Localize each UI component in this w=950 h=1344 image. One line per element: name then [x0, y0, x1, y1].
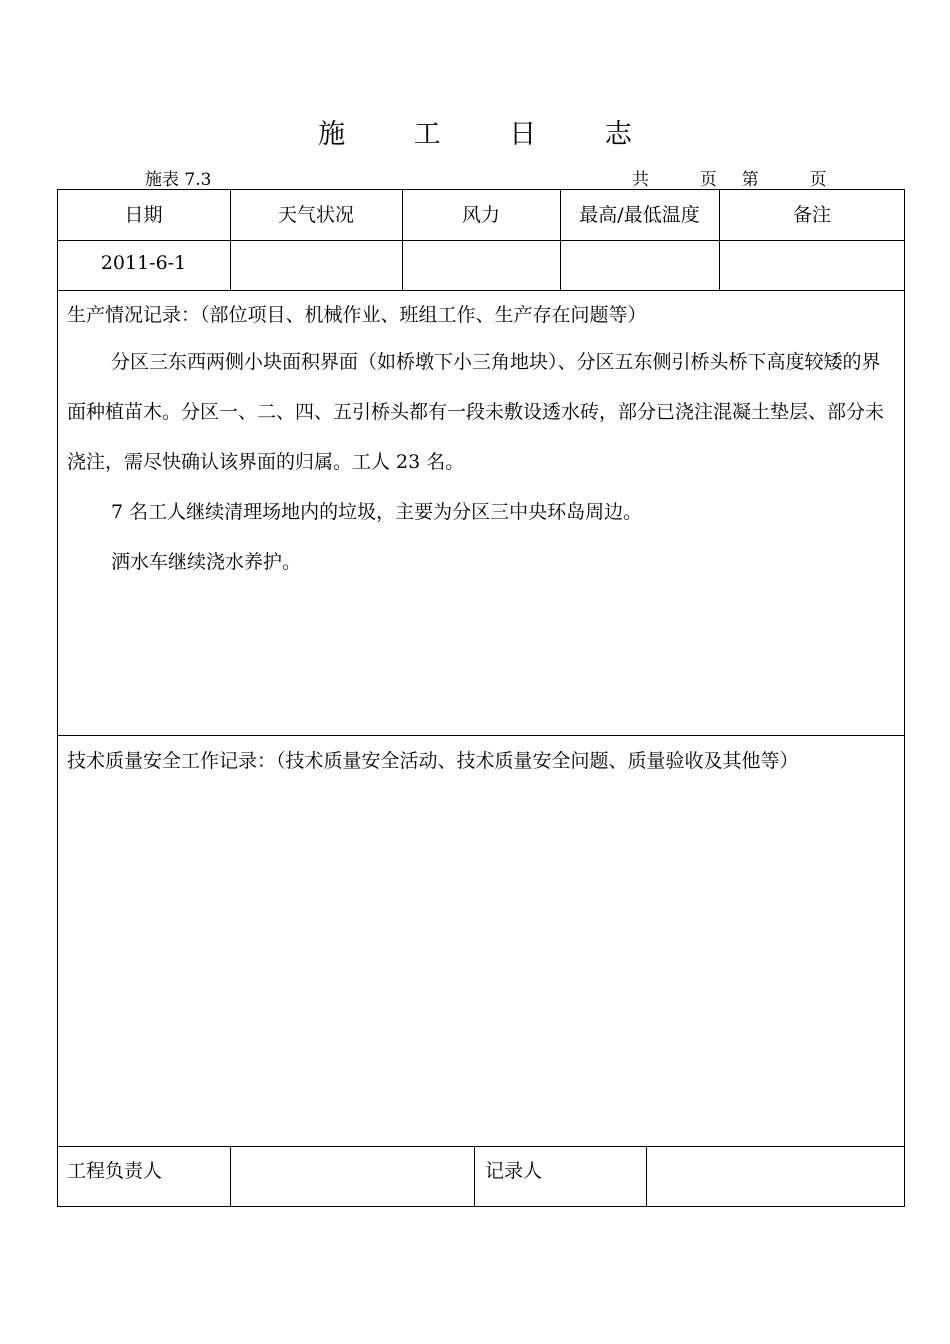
production-section-label: 生产情况记录：（部位项目、机械作业、班组工作、生产存在问题等）	[67, 304, 647, 326]
date-value: 2011-6-1	[100, 252, 187, 274]
row-divider	[57, 240, 905, 241]
page-unit-label: 页	[699, 170, 717, 190]
form-code: 施表 7.3	[145, 170, 212, 190]
header-weather: 天气状况	[277, 204, 354, 226]
row-divider	[57, 290, 905, 291]
header-remark: 备注	[792, 204, 831, 226]
manager-label: 工程负责人	[67, 1160, 163, 1182]
page-unit-label-2: 页	[809, 170, 827, 190]
page-info	[632, 165, 826, 190]
header-date: 日期	[124, 204, 163, 226]
column-divider	[474, 1146, 475, 1207]
recorder-label: 记录人	[485, 1160, 543, 1182]
column-divider	[230, 1146, 231, 1207]
header-wind: 风力	[461, 204, 500, 226]
production-paragraph-1: 分区三东西两侧小块面积界面（如桥墩下小三角地块）、分区五东侧引桥头桥下高度较矮的界面种植苗木。分区一、二、四、五引桥头都有一段未敷设透水砖，部分已浇注混凝土垫层、部分未浇注，需尽快确认该界面的归属。工人 23 名。	[67, 351, 885, 473]
production-paragraph-3: 洒水车继续浇水养护。	[111, 551, 302, 573]
production-paragraph-2: 7 名工人继续清理场地内的垃圾，主要为分区三中央环岛周边。	[111, 501, 643, 523]
header-temperature: 最高/最低温度	[579, 204, 700, 226]
row-divider	[57, 1146, 905, 1147]
page-current-label: 第	[741, 170, 759, 190]
column-divider	[646, 1146, 647, 1207]
row-divider	[57, 735, 905, 736]
page-total-label: 共	[632, 170, 649, 190]
quality-section-label: 技术质量安全工作记录：（技术质量安全活动、技术质量安全问题、质量验收及其他等）	[67, 750, 799, 772]
page-title: 施 工 日 志	[318, 119, 662, 150]
